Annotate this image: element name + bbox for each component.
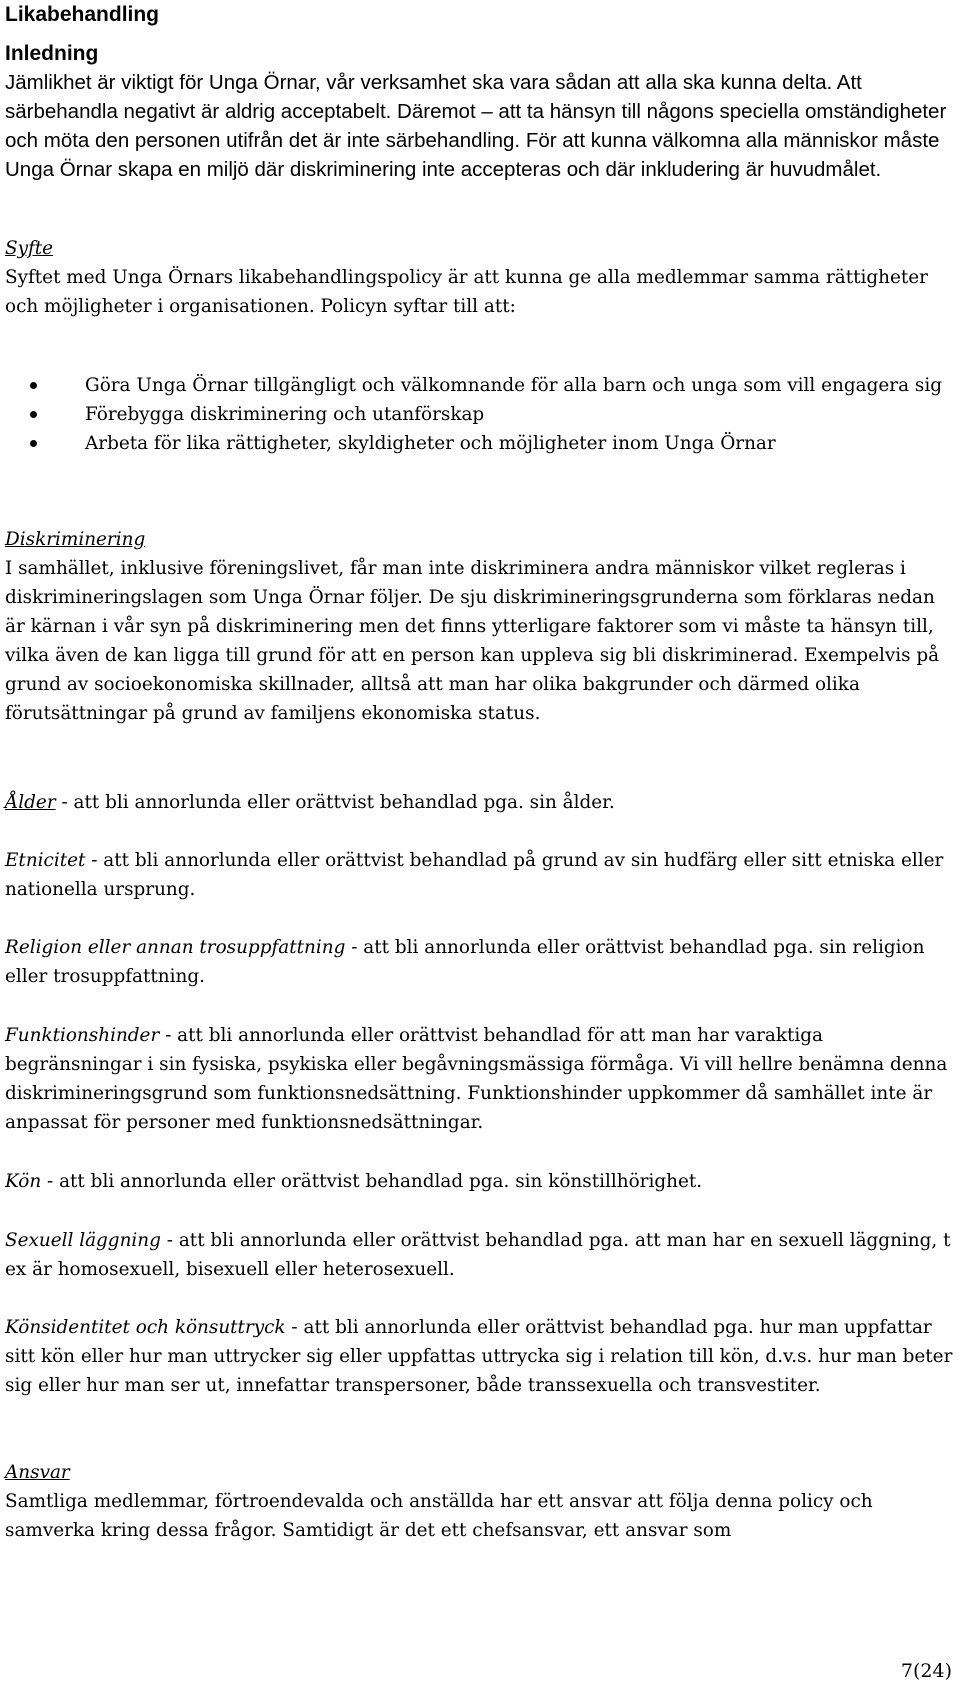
diskriminering-heading: Diskriminering [5, 529, 146, 550]
ansvar-heading: Ansvar [5, 1462, 70, 1483]
page-title: Likabehandling [5, 3, 160, 26]
bullet-icon [30, 382, 37, 389]
list-item [5, 400, 953, 429]
list-item [5, 429, 953, 458]
bullet-icon [30, 440, 37, 447]
ground-term: Religion eller annan trosuppfattning [5, 937, 346, 958]
ground-text: - att bli annorlunda eller orättvist behandlad pga. sin ålder. [55, 792, 615, 813]
list-item [5, 371, 953, 400]
ground-konsidentitet [5, 1313, 953, 1400]
ground-text: - att bli annorlunda eller orättvist behandlad pga. hur man uppfattar sitt kön eller hur man uttrycker sig eller uppfattas uttrycka sig i relation till kön, d.v.s. hur man beter sig eller hur man ser ut, innefattar transpersoner, både transsexuella och transvestiter. [5, 1317, 953, 1396]
ground-term: Könsidentitet och könsuttryck [5, 1317, 286, 1338]
syfte-bullet-list [5, 371, 953, 458]
ground-text: - att bli annorlunda eller orättvist behandlad pga. sin könstillhörighet. [41, 1171, 703, 1192]
ground-etnicitet [5, 846, 953, 904]
ground-term: Kön [5, 1171, 42, 1192]
ground-sexuell-laggning [5, 1226, 953, 1284]
ansvar-paragraph: Samtliga medlemmar, förtroendevalda och anställda har ett ansvar att följa denna policy och samverka kring dessa frågor. Samtidigt är det ett chefsansvar, ett ansvar som [5, 1491, 873, 1541]
syfte-paragraph: Syftet med Unga Örnars likabehandlingspolicy är att kunna ge alla medlemmar samma rättigheter och möjligheter i organisationen. Policyn syftar till att: [5, 267, 928, 317]
intro-heading: Inledning [5, 42, 99, 65]
syfte-heading: Syfte [5, 238, 54, 259]
intro-paragraph: Jämlikhet är viktigt för Unga Örnar, vår verksamhet ska vara sådan att alla ska kunna delta. Att särbehandla negativt är aldrig acceptabelt. Däremot – att ta hänsyn till någons speciella omständigheter och möta den personen utifrån det är inte särbehandling. För att kunna välkomna alla människor måste Unga Örnar skapa en miljö där diskriminering inte accepteras och där inkludering är huvudmålet. [5, 71, 947, 181]
bullet-text: Göra Unga Örnar tillgängligt och välkomnande för alla barn och unga som vill engagera sig [85, 375, 942, 396]
ground-text: - att bli annorlunda eller orättvist behandlad för att man har varaktiga begränsningar i sin fysiska, psykiska eller begåvningsmässiga förmåga. Vi vill hellre benämna denna diskrimineringsgrund som funktionsnedsättning. Funktionshinder uppkommer då samhället inte är anpassat för personer med funktionsnedsättningar. [5, 1025, 948, 1133]
ground-term: Funktionshinder [5, 1025, 160, 1046]
page-number: 7(24) [900, 1660, 952, 1682]
ground-text: - att bli annorlunda eller orättvist behandlad pga. sin religion eller trosuppfattning. [5, 937, 925, 987]
bullet-text: Förebygga diskriminering och utanförskap [85, 404, 485, 425]
ground-text: - att bli annorlunda eller orättvist behandlad på grund av sin hudfärg eller sitt etniska eller nationella ursprung. [5, 850, 944, 900]
ground-term: Etnicitet [5, 850, 86, 871]
bullet-text: Arbeta för lika rättigheter, skyldigheter och möjligheter inom Unga Örnar [85, 433, 776, 454]
ground-funktionshinder [5, 1021, 953, 1137]
ground-religion [5, 933, 953, 991]
diskriminering-paragraph: I samhället, inklusive föreningslivet, får man inte diskriminera andra människor vilket regleras i diskrimineringslagen som Unga Örnar följer. De sju diskrimineringsgrunderna som förklaras nedan är kärnan i vår syn på diskriminering men det finns ytterligare faktorer som vi måste ta hänsyn till, vilka även de kan ligga till grund för att en person kan uppleva sig bli diskriminerad. Exempelvis på grund av socioekonomiska skillnader, alltså att man har olika bakgrunder och därmed olika förutsättningar på grund av familjens ekonomiska status. [5, 558, 940, 724]
ground-term: Sexuell läggning [5, 1230, 161, 1251]
ground-term: Ålder [5, 792, 56, 813]
bullet-icon [30, 411, 37, 418]
ground-kon [5, 1167, 953, 1196]
ground-text: - att bli annorlunda eller orättvist behandlad pga. att man har en sexuell läggning, t ex är homosexuell, bisexuell eller heterosexuell. [5, 1230, 951, 1280]
ground-alder [5, 788, 953, 817]
